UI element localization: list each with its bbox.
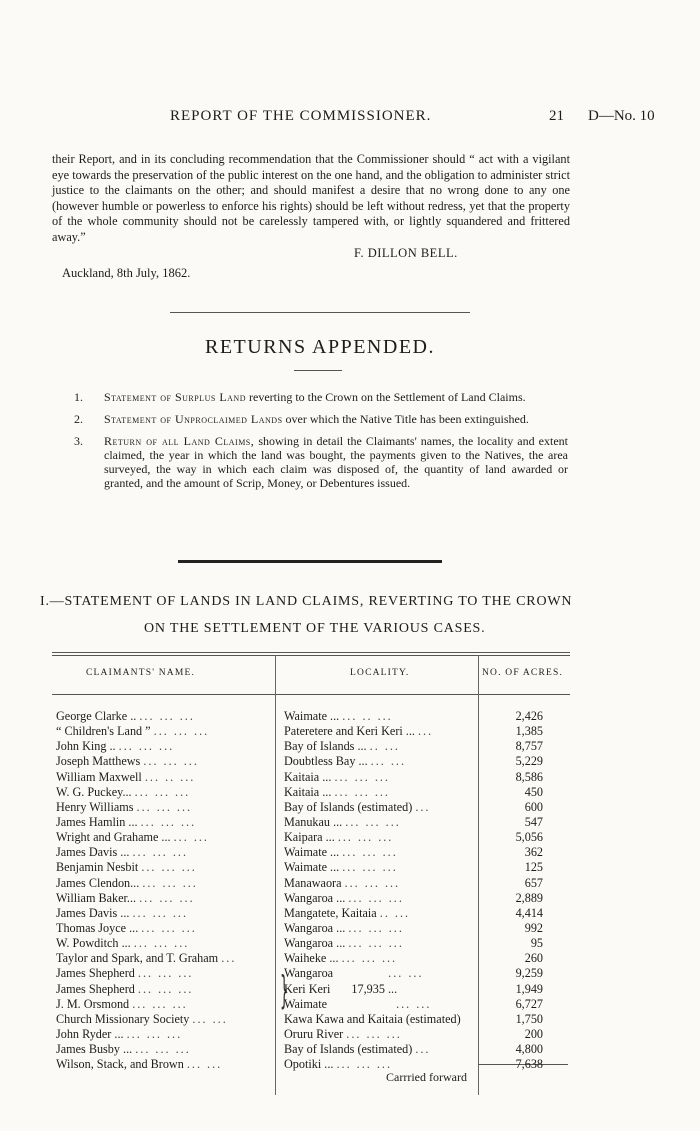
table-row [56, 891, 568, 906]
column-header-locality: LOCALITY. [350, 668, 410, 678]
acres: 1,385 [515, 724, 543, 739]
table-row [56, 876, 568, 891]
locality: Wangaroa ... [284, 920, 346, 935]
leader-dots: ... [221, 951, 237, 966]
acres: 992 [524, 920, 543, 935]
acres: 5,056 [515, 830, 543, 845]
table-top-rule [52, 652, 570, 653]
claimant-name: Joseph Matthews [56, 754, 141, 769]
table-row [56, 754, 568, 769]
table-row [56, 815, 568, 830]
leader-dots: ... ... ... [140, 814, 197, 829]
leader-dots: ... ... ... [143, 754, 199, 769]
acres: 2,426 [515, 709, 543, 723]
claimant-name: Thomas Joyce ... [56, 920, 139, 935]
leader-dots: ... ... ... [137, 966, 194, 981]
locality: Waimate ... [284, 709, 340, 723]
table-row [56, 1012, 568, 1027]
leader-dots: ... ... ... [346, 1026, 402, 1041]
locality: Kaipara ... [284, 830, 335, 845]
column-header-claimants: CLAIMANTS' NAME. [86, 668, 196, 678]
short-divider [294, 370, 342, 371]
acres: 200 [524, 1026, 543, 1041]
leader-dots: ... ... ... [348, 890, 404, 905]
acres: 9,259 [515, 966, 543, 981]
leader-dots: ... ... ... [139, 709, 195, 723]
leader-dots: ... ... ... [334, 784, 390, 799]
leader-dots: ... ... ... [334, 769, 390, 784]
leader-dots: ... ... ... [118, 739, 175, 754]
locality: Wangaroa ... [284, 890, 346, 905]
claimant-name: Benjamin Nesbit [56, 860, 139, 875]
acres: 95 [530, 936, 543, 951]
acres: 1,949 [515, 981, 543, 996]
locality: Waimate ... [284, 845, 340, 860]
acres: 4,414 [515, 905, 543, 920]
section-subtitle: ON THE SETTLEMENT OF THE VARIOUS CASES. [144, 621, 486, 636]
leader-dots: ... ... [370, 754, 406, 769]
claimant-name: James Hamlin ... [56, 814, 138, 829]
returns-heading: RETURNS APPENDED. [205, 336, 435, 358]
signature: F. DILLON BELL. [354, 246, 458, 260]
acres: 8,757 [515, 739, 543, 754]
acres: 362 [524, 845, 543, 860]
claimant-name: Wright and Grahame ... [56, 830, 171, 845]
claimant-name: W. G. Puckey... [56, 784, 132, 799]
page-header [0, 108, 700, 130]
leader-dots: ... ... ... [134, 784, 191, 799]
locality: Kawa Kawa and Kaitaia (estimated) [284, 1011, 461, 1026]
thick-divider [178, 560, 442, 563]
leader-dots: ... [415, 1042, 431, 1057]
leader-dots: ... .. ... [342, 709, 393, 723]
item-lead: Statement of Unproclaimed Lands [104, 412, 283, 426]
table-row [56, 997, 568, 1012]
claimant-name: Henry Williams [56, 799, 134, 814]
locality: Doubtless Bay ... [284, 754, 368, 769]
leader-dots: ... ... ... [345, 814, 401, 829]
section-title: I.—STATEMENT OF LANDS IN LAND CLAIMS, REVERTING TO THE CROWN [40, 594, 573, 609]
divider [170, 312, 470, 313]
claimant-name: John Ryder ... [56, 1026, 124, 1041]
claimant-name: “ Children's Land ” [56, 724, 151, 739]
acres: 8,586 [515, 769, 543, 784]
claimant-name: W. Powditch ... [56, 936, 131, 951]
acres: 657 [524, 875, 543, 890]
leader-dots: ... ... ... [348, 920, 404, 935]
locality: Waimate [284, 996, 328, 1011]
locality: Kaitaia ... [284, 769, 332, 784]
item-lead: Statement of Surplus Land [104, 390, 246, 404]
acres: 2,889 [515, 890, 543, 905]
leader-dots: ... ... [186, 1057, 223, 1072]
leader-dots: ... ... ... [135, 1042, 191, 1057]
leader-dots: ... ... ... [139, 890, 195, 905]
leader-dots: .. ... [379, 905, 411, 920]
table-top-rule-2 [52, 655, 570, 656]
acres: 7,638 [515, 1057, 543, 1072]
acres: 125 [524, 860, 543, 875]
leader-dots: ... ... ... [348, 936, 404, 951]
item-lead: Return of all Land Claims, [104, 434, 255, 448]
item-number: 3. [74, 434, 83, 448]
table-row [56, 724, 568, 739]
leader-dots: ... ... [192, 1011, 228, 1026]
item-text: showing in detail the Claimants' names, the locality and extent claimed, the year in which the land was bought, the payments given to the Natives, the area surveyed, the way in which each claim was disposed of, the quantity of land awarded or granted, and the amount of Scrip, Money, or Debentures issued. [104, 434, 568, 490]
locality: Manawaora [284, 875, 342, 890]
table-row [56, 966, 568, 981]
brace-icon: } [280, 968, 289, 1012]
leader-dots: ... ... ... [341, 951, 398, 966]
claimant-name: James Shepherd [56, 981, 135, 996]
table-row [56, 1057, 568, 1072]
leader-dots: ... ... ... [342, 860, 398, 875]
locality: Waiheke ... [284, 951, 339, 966]
table-row [56, 982, 568, 997]
leader-dots: ... ... ... [137, 981, 194, 996]
leader-dots: ... ... ... [133, 936, 190, 951]
leader-dots: ... ... ... [132, 996, 188, 1011]
claimant-name: George Clarke .. [56, 709, 137, 723]
leader-dots: ... ... [173, 830, 209, 845]
item-number: 2. [74, 412, 83, 426]
leader-dots: ... [415, 799, 431, 814]
acres: 6,727 [515, 996, 543, 1011]
page-number: 21 [549, 108, 564, 124]
claimant-name: James Davis ... [56, 905, 130, 920]
item-number: 1. [74, 390, 83, 404]
item-text: over which the Native Title has been extinguished. [282, 412, 529, 426]
locality: Pateretere and Keri Keri ... [284, 724, 415, 739]
claims-table [56, 709, 568, 1072]
acres: 450 [524, 784, 543, 799]
leader-dots: ... ... ... [336, 1057, 392, 1072]
leader-dots: ... ... ... [132, 845, 189, 860]
table-row [56, 921, 568, 936]
leader-dots: .. ... [369, 739, 400, 754]
leader-dots: ... ... ... [337, 830, 394, 845]
table-row [56, 785, 568, 800]
carried-forward: Carrried forward [386, 1070, 467, 1084]
leader-dots: ... .. ... [144, 769, 196, 784]
leader-dots: ... [418, 724, 434, 739]
locality: Bay of Islands (estimated) [284, 1042, 413, 1057]
claimant-name: John King .. [56, 739, 116, 754]
table-row [56, 830, 568, 845]
table-row [56, 800, 568, 815]
leader-dots: ... ... ... [132, 905, 189, 920]
acres: 4,800 [515, 1042, 543, 1057]
locality: Bay of Islands ... [284, 739, 367, 754]
intro-paragraph: their Report, and in its concluding recommendation that the Commissioner should “ act with a vigilant eye towards the preservation of the public interest on the one hand, and the obligation to administer strict justice to the claimants on the other; and should manifest a desire that no wrong done to any one (however humble or powerless to enforce his rights) should be left without redress, yet that the property of the whole community should not be carelessly tampered with, or lightly squandered and frittered away.” [52, 152, 570, 244]
claimant-name: Wilson, Stack, and Brown [56, 1057, 184, 1072]
list-item [74, 434, 568, 490]
table-row [56, 906, 568, 921]
locality: Wangaroa [284, 966, 334, 981]
table-row [56, 936, 568, 951]
leader-dots: ... ... ... [136, 799, 193, 814]
dateline: Auckland, 8th July, 1862. [62, 266, 191, 280]
table-row [56, 770, 568, 785]
locality: Bay of Islands (estimated) [284, 799, 413, 814]
leader-dots: ... ... ... [142, 875, 198, 890]
leader-dots: ... ... ... [141, 920, 197, 935]
table-row [56, 951, 568, 966]
claimant-name: William Baker... [56, 890, 137, 905]
document-reference: D—No. 10 [588, 108, 655, 124]
table-header-rule [52, 694, 570, 695]
claimant-name: Taylor and Spark, and T. Graham [56, 951, 219, 966]
claimant-name: J. M. Orsmond [56, 996, 130, 1011]
acres: 5,229 [515, 754, 543, 769]
acres: 1,750 [515, 1011, 543, 1026]
locality: Opotiki ... [284, 1057, 334, 1072]
leader-dots: ... ... ... [153, 724, 210, 739]
table-row [56, 845, 568, 860]
combined-acreage: 17,935 ... [351, 981, 398, 996]
table-row [56, 739, 568, 754]
list-item [74, 390, 568, 404]
locality: Mangatete, Kaitaia [284, 905, 377, 920]
leader-dots: ... ... [388, 966, 424, 981]
locality: Kaitaia ... [284, 784, 332, 799]
locality: Keri Keri [284, 981, 331, 996]
claimant-name: Church Missionary Society [56, 1011, 190, 1026]
leader-dots: ... ... [396, 996, 432, 1011]
claimant-name: James Davis ... [56, 845, 130, 860]
item-text: reverting to the Crown on the Settlement of Land Claims. [246, 390, 526, 404]
table-row [56, 1042, 568, 1057]
acres: 600 [524, 799, 543, 814]
claimant-name: William Maxwell [56, 769, 142, 784]
locality: Wangaroa ... [284, 936, 346, 951]
column-header-acres: NO. OF ACRES. [482, 668, 564, 678]
locality: Oruru River [284, 1026, 344, 1041]
leader-dots: ... ... ... [141, 860, 197, 875]
acres: 547 [524, 814, 543, 829]
leader-dots: ... ... ... [126, 1026, 183, 1041]
leader-dots: ... ... ... [342, 845, 398, 860]
claimant-name: James Busby ... [56, 1042, 133, 1057]
locality: Waimate ... [284, 860, 340, 875]
claimant-name: James Shepherd [56, 966, 135, 981]
table-row [56, 709, 568, 724]
acres: 260 [524, 951, 543, 966]
locality: Manukau ... [284, 814, 343, 829]
table-row [56, 1027, 568, 1042]
returns-list [74, 390, 568, 498]
list-item [74, 412, 568, 426]
page-title: REPORT OF THE COMMISSIONER. [170, 108, 432, 124]
claimant-name: James Clendon... [56, 875, 140, 890]
leader-dots: ... ... ... [344, 875, 401, 890]
table-row [56, 860, 568, 875]
